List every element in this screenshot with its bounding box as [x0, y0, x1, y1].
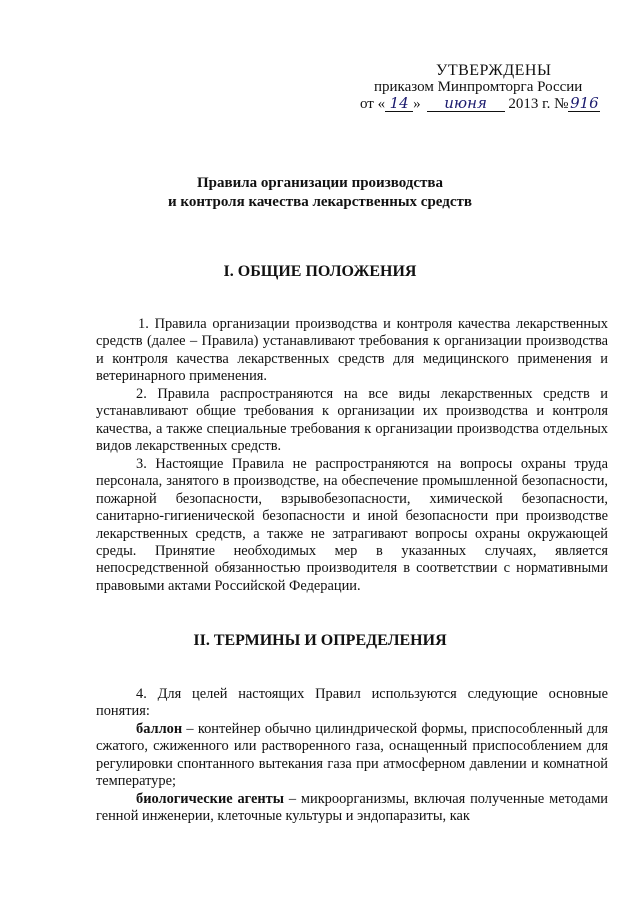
date-prefix: от « [360, 96, 386, 112]
section-heading-general: I. ОБЩИЕ ПОЛОЖЕНИЯ [223, 263, 417, 280]
approval-title: УТВЕРЖДЕНЫ [436, 62, 552, 79]
definition-cylinder-text: – контейнер обычно цилиндрической формы, приспособленный для сжатого, сжиженного или растворенного газа, оснащенный приспособлением для регулировки спонтанного вытекания газа при атмосферном давлении и комнатной температуре; [96, 721, 608, 790]
definition-biological-agents-text: – микроорганизмы, включая полученные методами генной инженерии, клеточные культуры и эндопаразиты, как [96, 791, 609, 825]
approval-date-line [360, 96, 620, 113]
approval-stamp [360, 62, 620, 113]
date-year: 2013 г. № [508, 96, 569, 112]
approval-order: приказом Минпромторга России [374, 79, 583, 95]
document-title-line2: и контроля качества лекарственных средств [168, 194, 472, 210]
section-heading-terms: II. ТЕРМИНЫ И ОПРЕДЕЛЕНИЯ [193, 632, 447, 649]
paragraph-1: 1. Правила организации производства и контроля качества лекарственных средств (далее – Правила) устанавливают требования к организации производства и контроля качества лекарственных средств для медицинского применения и ветеринарного применения. [96, 316, 608, 385]
term-cylinder: баллон [136, 721, 183, 737]
paragraph-3: 3. Настоящие Правила не распространяются на вопросы охраны труда персонала, занятого в производстве, на обеспечение промышленной безопасности, пожарной безопасности, взрывобезопасности, химической безопасности, санитарно-гигиенической безопасности и иной безопасности при производстве лекарственных средств, а также не затрагивают вопросы охраны окружающей среды. Принятие необходимых мер в указанных случаях, является непосредственной обязанностью производителя в соответствии с нормативными правовыми актами Российской Федерации. [96, 456, 608, 594]
date-mid: » [413, 96, 421, 112]
definition-biological-agents [96, 791, 608, 826]
handwritten-day: 14 [385, 96, 413, 112]
paragraph-4: 4. Для целей настоящих Правил используются следующие основные понятия: [96, 686, 608, 720]
paragraph-2: 2. Правила распространяются на все виды лекарственных средств и устанавливают общие требования к организации их производства и контроля качества, а также специальные требования к организации производства отдельных видов лекарственных средств. [96, 386, 608, 455]
handwritten-order-number: 916 [570, 94, 599, 112]
document-title [0, 174, 640, 212]
definition-cylinder [96, 721, 608, 791]
handwritten-month: июня [427, 96, 505, 112]
term-biological-agents: биологические агенты [136, 791, 284, 807]
document-title-line1: Правила организации производства [197, 175, 443, 191]
